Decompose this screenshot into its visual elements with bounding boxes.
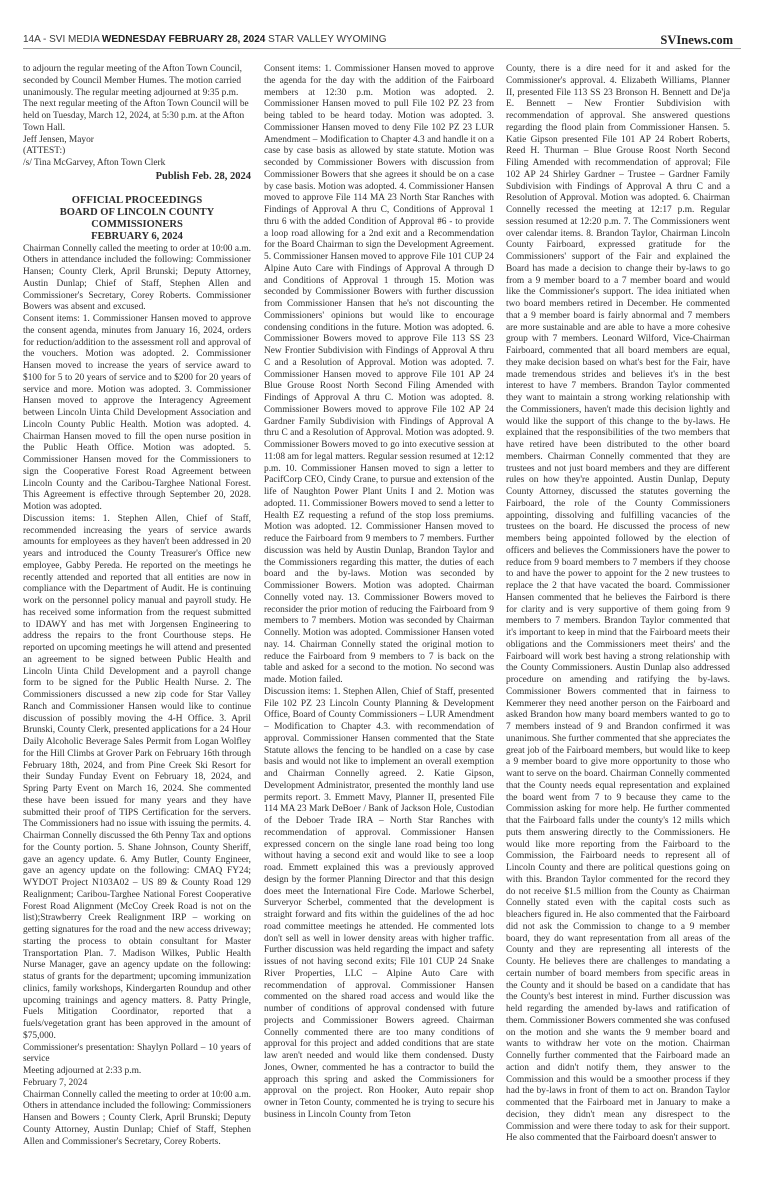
feb6-consent-items: Consent items: 1. Commissioner Hansen moved to approve the consent agenda, minutes from January 16, 2024, orders for reduction/addition to the assessment roll and approval of the vouchers. Motion was adopted. 2. Commissioner Hansen moved to increase the years of service award to $100 for 5 to 20 years of service and to $200 for 20 years of service and more. Motion was adopted. 3. Commissioner Hansen moved to approve the Interagency Agreement between Lincoln Uinta Child Development Association and Lincoln County Public Health. Motion was adopted. 4. Chairman Hansen moved to fill the open nurse position in the Public Heath Office. Motion was adopted. 5. Commissioner Hansen moved for the Commissioners to sign the Cooperative Forest Road Agreement between Lincoln County and the Caribou-Targhee National Forest. This Agreement is effective through September 20, 2028. Motion was adopted. (23, 314, 251, 512)
header-section: 14A - SVI MEDIA (23, 34, 102, 45)
column-1 (23, 64, 251, 1148)
column-3 (506, 64, 730, 1145)
feb7-discussion-items-part2: County, there is a dire need for it and asked for the Commissioner's approval. 4. Elizabeth Williams, Planner II, presented File 113 SS 23 Bronson H. Bennett and De'ja E. Bennett – New Frontier Subdivision with recommendation of approval. She answered questions regarding the flood plain from Commissioner Hansen. 5. Katie Gipson presented File 101 AP 24 Robert Roberts, Reed H. Thurman – Blue Grouse Roost North Second Filing Amended with recommendation of approval; File 102 AP 24 Shirley Gardner – Trustee – Gardner Family Subdivision with Findings of Approval A thru C and a Resolution of Approval. Motion was adopted. 6. Chairman Connelly recessed the meeting at 12:17 p.m. Regular session resumed at 12:20 p.m. 7. The Commissioners went over calendar items. 8. Brandon Taylor, Chairman Lincoln County Fairboard, expressed gratitude for the Commissioners' support of the Fair and explained the Board has made a decision to change their by-laws to go from a 9 member board to a 7 member board and would like the Commissioner's support. The idea initiated when two board members retired in December. He commented that a 9 member board is fairly abnormal and 7 members are more sustainable and are able to have a more cohesive group with 7 members. Leonard Wilford, Vice-Chairman Fairboard, commented that all board members are equal, they make decision based on what's best for the Fair, have made tremendous strides and believes it's in the best interest to have 7 members. Brandon Taylor commented they want to maintain a strong working relationship with the Commissioners, haven't made this decision lightly and would like the support of this change to the by-laws. He explained that the responsibilities of the two members that have retired have been distributed to the other board members. Chairman Connelly commented that they are trustees and not just board members and they are different rules on how they're appointed. Austin Dunlap, Deputy County Attorney, discussed the statutes governing the Fairboard, the role of the County Commissioners appointing, dissolving and fulfilling vacancies of the trustees on the board. He discussed the process of new members being appointed followed by the election of officers and believes the Commissioners have the power to reduce from 9 board members to 7 members if they choose to and have the power to appoint for the 2 new trustees to replace the 2 that have vacated the board. Commissioner Hansen commented that he believes the Fairbord is there for clarity and is very supportive of them going from 9 members to 7 members. Brandon Taylor commented that it's important to keep in mind that the Fairboard meets their obligations and the Commissioners meet theirs' and the Fairboard will work best having a strong relationship with the County Commissioners. Austin Dunlap also addressed procedure on amending and ratifying the by-laws. Commissioner Bowers commented that in fairness to Kemmerer they need another person on the Fairboard and asked Brandon how many board members wanted to go to 7 members instead of 9 and Brandon confirmed it was unanimous. She further commented that she appreciates the great job of the Fairboard members, but would like to keep a 9 member board to give more opportunity to those who want to serve on the board. Chairman Connelly commented that the County needs equal representation and explained the board went from 7 to 9 because they came to the Commission asking for more help. He further commented that the Fairboard falls under the county's 12 mills which puts them answering directly to the Commissioners. He would like more reporting from the Fairboard to the Commission, the Fairboard needs to represent all of Lincoln County and there are political questions going on with this. Brandon Taylor commented for the record they do not receive $1.5 million from the County as Chairman Connelly stated even with the capital costs such as bleachers figured in. He also commented that the Fairboard did not ask the Commission to change to a 9 member board, they do want representation from all areas of the County and they are representing all interests of the County. He believes there are challenges to mandating a certain number of board members from specific areas in the County and it should be based on a candidate that has the County's best interest in mind. Further discussion was held regarding the amended by-laws and ratification of them. Commissioner Bowers commented she was confused on the motion and she wants the 9 member board and wants to withdraw her vote on the motion. Chairman Connelly further commented that the Fairboard made an action and didn't notify them, they answer to the Commission and this would be a smoother process if they had the by-laws in front of them to act on. Brandon Taylor commented that the Fairboard met in January to make a decision, they didn't mean any disrespect to the Commission and were there today to ask for their support. He also commented that the Fairboard doesn't answer to (506, 64, 730, 1144)
header-site-link[interactable]: SVInews.com (660, 33, 733, 47)
feb7-date: February 7, 2024 (23, 1077, 88, 1088)
feb7-discussion-items-part1: Discussion items: 1. Stephen Allen, Chief of Staff, presented File 102 PZ 23 Lincoln County Planning & Development Office, Board of County Commissioners – LUR Amendment – Modification to Chapter 4.3. with recommendation of approval. Commissioner Hansen commented that the State Statute allows the fencing to be handled on a case by case basis and would not like to implement an overall exemption and Chairman Connelly agreed. 2. Katie Gipson, Development Administrator, presented the monthly land use permits report. 3. Emmett Mavy, Planner II, presented File 114 MA 23 Mark DeBoer / Bank of Jackson Hole, Custodian of the Deboer Trade IRA – North Star Ranches with recommendation of approval. Commissioner Hansen expressed concern on the single lane road being too long without having a second exit and would like to see a loop road. Emmett explained this was a previously approved design by the former Planning Director and that this design does meet the International Fire Code. Marlowe Scherbel, Surveryor Scherbel, commented that the development is straight forward and fits within the guidelines of the ad hoc road committee meetings he attended. He commented lots don't sell as well in lower density areas with higher traffic. Further discussion was held regarding the impact and safety issues of not having second exits; File 101 CUP 24 Snake River Properties, LLC – Alpine Auto Care with recommendation of approval. Commissioner Hansen commented on the shared road access and would like the number of conditions of approval condensed with future projects and Commissioner Bowers agreed. Chairman Connelly commented there are too many conditions of approval for this project and added conditions that are state law aren't needed and would like them condensed. Dusty Jones, Owner, commented he has a contractor to build the approach this spring and asked the Commissioners for approval on the project. Ron Hooker, Auto repair shop owner in Teton County, commented he is trying to secure his business in Lincoln County from Teton (264, 686, 494, 1120)
feb7-consent-items: Consent items: 1. Commissioner Hansen moved to approve the agenda for the day with the addition of the Fairboard members at 12:30 p.m. Motion was adopted. 2. Commissioner Hansen moved to pull File 102 PZ 23 from being tabled to be heard today. Motion was adopted. 3. Commissioner Hansen moved to deny File 102 PZ 23 LUR Amendment – Modification to Chapter 4.3 and handle it on a case by case basis as allowed by state statute. Motion was seconded by Commissioner Bowers with discussion from Commissioner Bowers that she agrees it should be on a case by case basis. Motion was adopted. 4. Commissioner Hansen moved to approve File 114 MA 23 North Star Ranches with Findings of Approval A thru C, Conditions of Approval 1 thru 6 with the added Condition of Approval #6 - to provide a loop road allowing for a 2nd exit and a Recommendation for the Board Chairman to sign the Development Agreement. 5. Commissioner Hansen moved to approve File 101 CUP 24 Alpine Auto Care with Findings of Approval A through D and Conditions of Approval 1 through 15. Motion was seconded by Commissioner Bowers with further discussion from Commissioner Hansen that he's not discounting the Commissioners' opinions but would like to encourage condensing conditions in the future. Motion was adopted. 6. Commissioner Bowers moved to approve File 113 SS 23 New Frontier Subdivision with Findings of Approval A thru C and a Resolution of Approval. Motion was adopted. 7. Commissioner Hansen moved to approve File 101 AP 24 Blue Grouse Roost North Second Filing Amended with Findings of Approval A thru C. Motion was adopted. 8. Commissioner Bowers moved to approve File 102 AP 24 Gardner Family Subdivision with Findings of Approval A thru C and a Resolution of Approval. Motion was adopted. 9. Commissioner Bowers moved to go into executive session at 11:08 am for legal matters. Regular session resumed at 12:12 p.m. 10. Commissioner Hansen moved to sign a letter to PacifCorp CEO, Cindy Crane, to pursue and extension of the life of Naughton Power Plant Units I and 2. Motion was adopted. 11. Commissioner Bowers moved to send a letter to Health EZ requesting a refund of the stop loss premiums. Motion was adopted. 12. Commissioner Hansen moved to reduce the Fairboard from 9 members to 7 members. Further discussion was held by Austin Dunlap, Brandon Taylor and the Commissioners regarding this matter, the duties of each board and the by-laws. Motion was seconded by Commissioner Bowers. Motion was adopted. Chairman Connelly voted nay. 13. Commissioner Bowers moved to reconsider the prior motion of reducing the Fairboard from 9 members to 7 members. Motion was seconded by Chairman Connelly. Motion was adopted. Commissioner Hansen voted nay. 14. Chairman Connelly stated the original motion to reduce the Fairboard from 9 members to 7 is back on the table and asked for a second to the motion. No second was made. Motion failed. (264, 64, 494, 685)
header-dateline (23, 34, 741, 46)
proceedings-board: BOARD OF LINCOLN COUNTY COMMISSIONERS (59, 206, 215, 230)
feb6-discussion-items: Discussion items: 1. Stephen Allen, Chief of Staff, recommended increasing the years of service awards amounts for employees as they haven't been addressed in 20 years and introduced the County Treasurer's Office new employee, Gabby Pereda. He reported on the meetings he recently attended and reported that all entities are now in compliance with the Department of Audit. He is continuing work on the personnel policy manual and payroll study. He has received some information from the request submitted to IDAWY and has met with Jorgensen Engineering to address the repairs to the front Courthouse steps. He reported on upcoming meetings he will attend and presented an agreement to be signed between Public Health and Lincoln Uinta Child Development and a payroll change form to be signed for the Public Health Nurse. 2. The Commissioners discussed a new zip code for Star Valley Ranch and Commissioner Hansen would like to continue discussion of possibly moving the 4-H Office. 3. April Brunski, County Clerk, presented applications for a 24 Hour Daily Alcoholic Beverage Sales Permit from Logan Wolfley for the Hill Climbs at Grover Park on February 16th through February 18th, 2024, and from Pine Creek Ski Resort for their Sunday Funday Event on February 18, 2024, and Spring Party Event on March 16, 2024. She commented these have been issued for many years and they have submitted their proof of TIPS Certification for the servers. The Commissioners had no issue with issuing the permits. 4. Chairman Connelly discussed the 6th Penny Tax and options for the County portion. 5. Shane Johnson, County Sheriff, gave an agency update. 6. Amy Butler, County Engineer, gave an agency update on the following: CMAQ FY24; WYDOT Project N103A02 – US 89 & County Road 129 Realignment; Caribou-Targhee National Forest Cooperative Forest Road Alignment (McCoy Creek Road is not on the list);Strawberry Creek Realignment IRP – working on getting signatures for the road and the new access driveway; starting the process to obtain consultant for Master Transportation Plan. 7. Madison Wilkes, Public Health Nurse Manager, gave an agency update on the following: status of grants for the department; upcoming immunization clinics, family workshops, Kindergarten Roundup and other upcoming trainings and agency matters. 8. Patty Pringle, Fuels Mitigation Coordinator, reported that a fuels/vegetation grant has been approved in the amount of $75,000. (23, 513, 251, 1041)
proceedings-date: FEBRUARY 6, 2024 (91, 230, 183, 242)
proceedings-title: OFFICIAL PROCEEDINGS (71, 194, 203, 206)
afton-clerk: /s/ Tina McGarvey, Afton Town Clerk (23, 158, 166, 168)
column-2 (264, 64, 494, 1122)
afton-signer: Jeff Jensen, Mayor (23, 134, 94, 145)
afton-notice-body: to adjourn the regular meeting of the Afton Town Council, seconded by Council Member Humes. The motion carried unanimously. The regular meeting adjourned at 9:35 p.m. The next regular meeting of the Afton Town Council will be held on Tuesday, March 12, 2024, at 5:30 p.m. at the Afton Town Hall. (23, 64, 249, 133)
publish-date: Publish Feb. 28, 2024 (155, 170, 251, 182)
feb6-presentation: Commissioner's presentation: Shaylyn Pollard – 10 years of service (23, 1042, 251, 1065)
header-location: STAR VALLEY WYOMING (265, 34, 387, 45)
header-date: WEDNESDAY FEBRUARY 28, 2024 (101, 34, 266, 45)
feb7-call-to-order: Chairman Connelly called the meeting to order at 10:00 a.m. Others in attendance included the following: Commissioners Hansen and Bowers ; County Clerk, April Brunski; Deputy County Attorney, Austin Dunlap; Chief of Staff, Stephen Allen and Commissioner's Secretary, Corey Roberts. (23, 1089, 251, 1147)
proceedings-heading (23, 195, 251, 243)
afton-attest: (ATTEST:) (23, 146, 66, 157)
feb6-adjourned: Meeting adjourned at 2:33 p.m. (23, 1066, 142, 1076)
page-header (23, 34, 741, 49)
feb6-call-to-order: Chairman Connelly called the meeting to order at 10:00 a.m. Others in attendance included the following: Commissioner Hansen; County Clerk, April Brunski; Deputy Attorney, Austin Dunlap; Chief of Staff, Stephen Allen and Commissioner's Secretary, Corey Roberts. Commissioner Bowers was absent and excused. (23, 243, 251, 313)
